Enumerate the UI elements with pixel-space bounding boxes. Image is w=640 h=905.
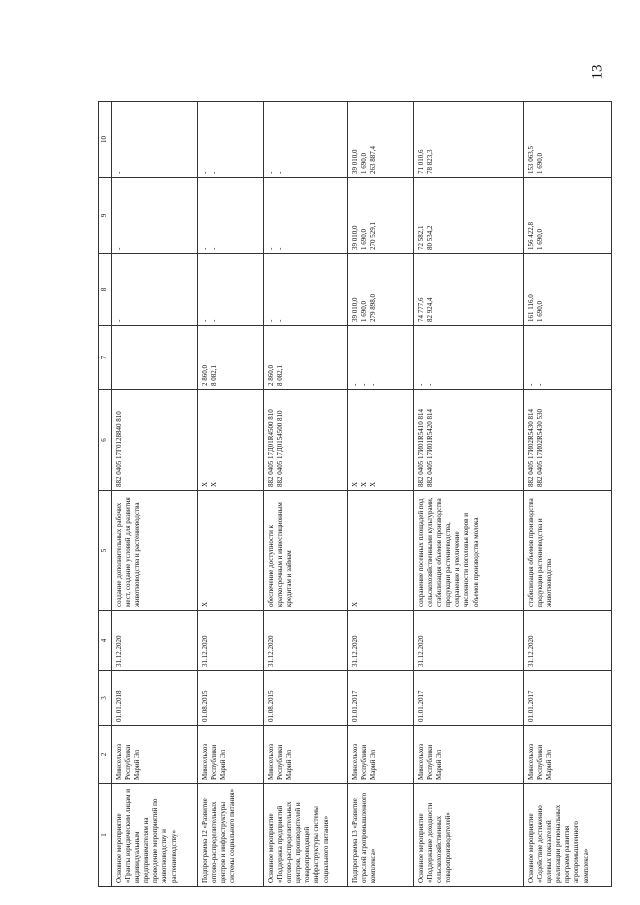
cell-col10 — [348, 102, 414, 178]
cell-end-date: 31.12.2020 — [524, 611, 612, 671]
cell-name: Основное мероприятие «Содействие достижению целевых показателей реализации региональных программ развития агропромышленного комплекса» — [524, 784, 612, 887]
value: - — [201, 171, 209, 174]
budget-code: 882 0405 17Д0154500 810 — [276, 410, 285, 487]
table-row — [348, 102, 414, 887]
program-table — [98, 101, 612, 887]
value: - — [276, 247, 285, 250]
header-row — [99, 102, 112, 887]
column-header: 5 — [99, 491, 112, 611]
value: - — [201, 319, 209, 322]
budget-code: Х — [201, 481, 209, 487]
value: - — [527, 383, 535, 386]
page-number: 13 — [589, 64, 606, 80]
cell-executor: Минсельхоз Республики Марий Эл — [198, 726, 264, 784]
value: 2 860,0 — [201, 365, 209, 386]
value: 39 010,0 — [351, 149, 359, 174]
cell-executor: Минсельхоз Республики Марий Эл — [264, 726, 348, 784]
budget-code: 882 0405 17Д01R4500 810 — [267, 409, 275, 487]
value: 78 823,3 — [426, 149, 435, 174]
value: 263 887,4 — [369, 146, 378, 174]
cell-col9 — [112, 178, 198, 254]
cell-result: стабилизация объемов производства продукции растениеводства и животноводства — [524, 491, 612, 611]
cell-executor: Минсельхоз Республики Марий Эл — [414, 726, 524, 784]
column-header: 1 — [99, 784, 112, 887]
budget-code: 882 0405 17И01R5410 814 — [417, 409, 425, 487]
cell-result: обеспечение доступности к краткосрочным и инвестиционным кредитам и займам — [264, 491, 348, 611]
cell-col8 — [264, 254, 348, 326]
value: - — [417, 383, 425, 386]
cell-start-date: 01.08.2015 — [264, 671, 348, 726]
value: - — [369, 383, 378, 386]
cell-col10 — [264, 102, 348, 178]
cell-col8 — [198, 254, 264, 326]
budget-code: Х — [360, 481, 369, 487]
value: 80 534,2 — [426, 225, 435, 250]
table-row — [112, 102, 198, 887]
cell-col9 — [414, 178, 524, 254]
cell-start-date: 01.01.2017 — [348, 671, 414, 726]
cell-name: Подпрограмма 12 «Развитие оптово-распределительных центров и инфраструктуры системы социального питания» — [198, 784, 264, 887]
column-header: 7 — [99, 326, 112, 390]
value: 39 010,0 — [351, 297, 359, 322]
cell-col8 — [414, 254, 524, 326]
value: 2 860,0 — [267, 365, 275, 386]
cell-executor: Минсельхоз Республики Марий Эл — [348, 726, 414, 784]
cell-name: Подпрограмма 13 «Развитие отраслей агропромышленного комплекса» — [348, 784, 414, 887]
budget-code: Х — [351, 481, 359, 487]
cell-col9 — [524, 178, 612, 254]
column-header: 4 — [99, 611, 112, 671]
value: 279 898,0 — [369, 294, 378, 322]
column-header: 3 — [99, 671, 112, 726]
value: 72 582,1 — [417, 225, 425, 250]
value: - — [276, 171, 285, 174]
cell-col10 — [112, 102, 198, 178]
value: - — [267, 171, 275, 174]
value: 1 690,0 — [536, 153, 545, 174]
value: 1 690,0 — [360, 301, 369, 322]
value: 153 063,5 — [527, 146, 535, 174]
cell-name: Основное мероприятие «Гранты юридическим лицам и индивидуальным предпринимателям на проведение мероприятий по животноводству и растениеводству» — [112, 784, 198, 887]
value: - — [115, 171, 123, 174]
value: 8 082,1 — [210, 365, 219, 386]
value: 1 690,0 — [536, 229, 545, 250]
value: - — [426, 383, 435, 386]
value: 71 010,6 — [417, 149, 425, 174]
cell-result: Х — [198, 491, 264, 611]
cell-col8 — [112, 254, 198, 326]
value: 270 529,1 — [369, 222, 378, 250]
cell-name: Основное мероприятие «Поддержание доходности сельскохозяйственных товаропроизводителей» — [414, 784, 524, 887]
cell-result: создание дополнительных рабочих мест, создание условий для развития животноводства и растениеводства — [112, 491, 198, 611]
cell-end-date: 31.12.2020 — [112, 611, 198, 671]
value: - — [276, 319, 285, 322]
budget-code: 882 0405 17И02R5430 530 — [536, 409, 545, 487]
value: - — [351, 383, 359, 386]
value: 1 690,0 — [536, 301, 545, 322]
budget-code: 882 0405 17И02R5430 814 — [527, 409, 535, 487]
cell-name: Основное мероприятие «Поддержка предприятий оптово-распределительных центров, производителей и товаропроводящей инфраструктуры системы социального питания» — [264, 784, 348, 887]
cell-budget-code — [348, 390, 414, 491]
value: - — [210, 319, 219, 322]
value: 161 116,0 — [527, 294, 535, 322]
cell-col7 — [198, 326, 264, 390]
cell-col7 — [264, 326, 348, 390]
value: 156 422,8 — [527, 222, 535, 250]
cell-start-date: 01.08.2015 — [198, 671, 264, 726]
cell-budget-code — [524, 390, 612, 491]
cell-col7 — [112, 326, 198, 390]
cell-budget-code — [112, 390, 198, 491]
value: - — [115, 247, 123, 250]
cell-col7 — [348, 326, 414, 390]
column-header: 6 — [99, 390, 112, 491]
value: - — [115, 319, 123, 322]
budget-code: Х — [210, 481, 219, 487]
cell-executor: Минсельхоз Республики Марий Эл — [524, 726, 612, 784]
column-header: 10 — [99, 102, 112, 178]
cell-col9 — [348, 178, 414, 254]
cell-result: Х — [348, 491, 414, 611]
cell-start-date: 01.01.2017 — [414, 671, 524, 726]
cell-col8 — [524, 254, 612, 326]
column-header: 8 — [99, 254, 112, 326]
table-row — [264, 102, 348, 887]
cell-col8 — [348, 254, 414, 326]
cell-result: сохранение посевных площадей под сельскохозяйственными культурами, стабилизация объемов производства продукции растениеводства, сохранение и увеличение численности поголовья коров и объемов производства молока — [414, 491, 524, 611]
cell-end-date: 31.12.2020 — [348, 611, 414, 671]
cell-budget-code — [414, 390, 524, 491]
value: 8 082,1 — [276, 365, 285, 386]
value: - — [536, 383, 545, 386]
cell-budget-code — [198, 390, 264, 491]
table-row — [414, 102, 524, 887]
budget-code: 882 0405 17Г0128840 810 — [115, 411, 123, 487]
cell-executor: Минсельхоз Республики Марий Эл — [112, 726, 198, 784]
value: 1 690,0 — [360, 153, 369, 174]
cell-start-date: 01.01.2018 — [112, 671, 198, 726]
value: 39 010,0 — [351, 225, 359, 250]
value: - — [210, 171, 219, 174]
value: - — [267, 247, 275, 250]
rotated-table-container — [98, 102, 610, 887]
cell-col10 — [414, 102, 524, 178]
budget-code: Х — [369, 481, 378, 487]
value: 1 690,0 — [360, 229, 369, 250]
cell-end-date: 31.12.2020 — [414, 611, 524, 671]
value: - — [267, 319, 275, 322]
budget-code: 882 0405 17И01R5420 814 — [426, 409, 435, 487]
column-header: 2 — [99, 726, 112, 784]
cell-col10 — [524, 102, 612, 178]
cell-col7 — [524, 326, 612, 390]
table-row — [524, 102, 612, 887]
cell-col9 — [198, 178, 264, 254]
value: 82 924,4 — [426, 297, 435, 322]
cell-end-date: 31.12.2020 — [198, 611, 264, 671]
value: - — [201, 247, 209, 250]
value: 74 777,6 — [417, 297, 425, 322]
value: - — [210, 247, 219, 250]
cell-end-date: 31.12.2020 — [264, 611, 348, 671]
cell-col7 — [414, 326, 524, 390]
cell-start-date: 01.01.2017 — [524, 671, 612, 726]
table-row — [198, 102, 264, 887]
cell-budget-code — [264, 390, 348, 491]
column-header: 9 — [99, 178, 112, 254]
value: - — [360, 383, 369, 386]
cell-col9 — [264, 178, 348, 254]
cell-col10 — [198, 102, 264, 178]
